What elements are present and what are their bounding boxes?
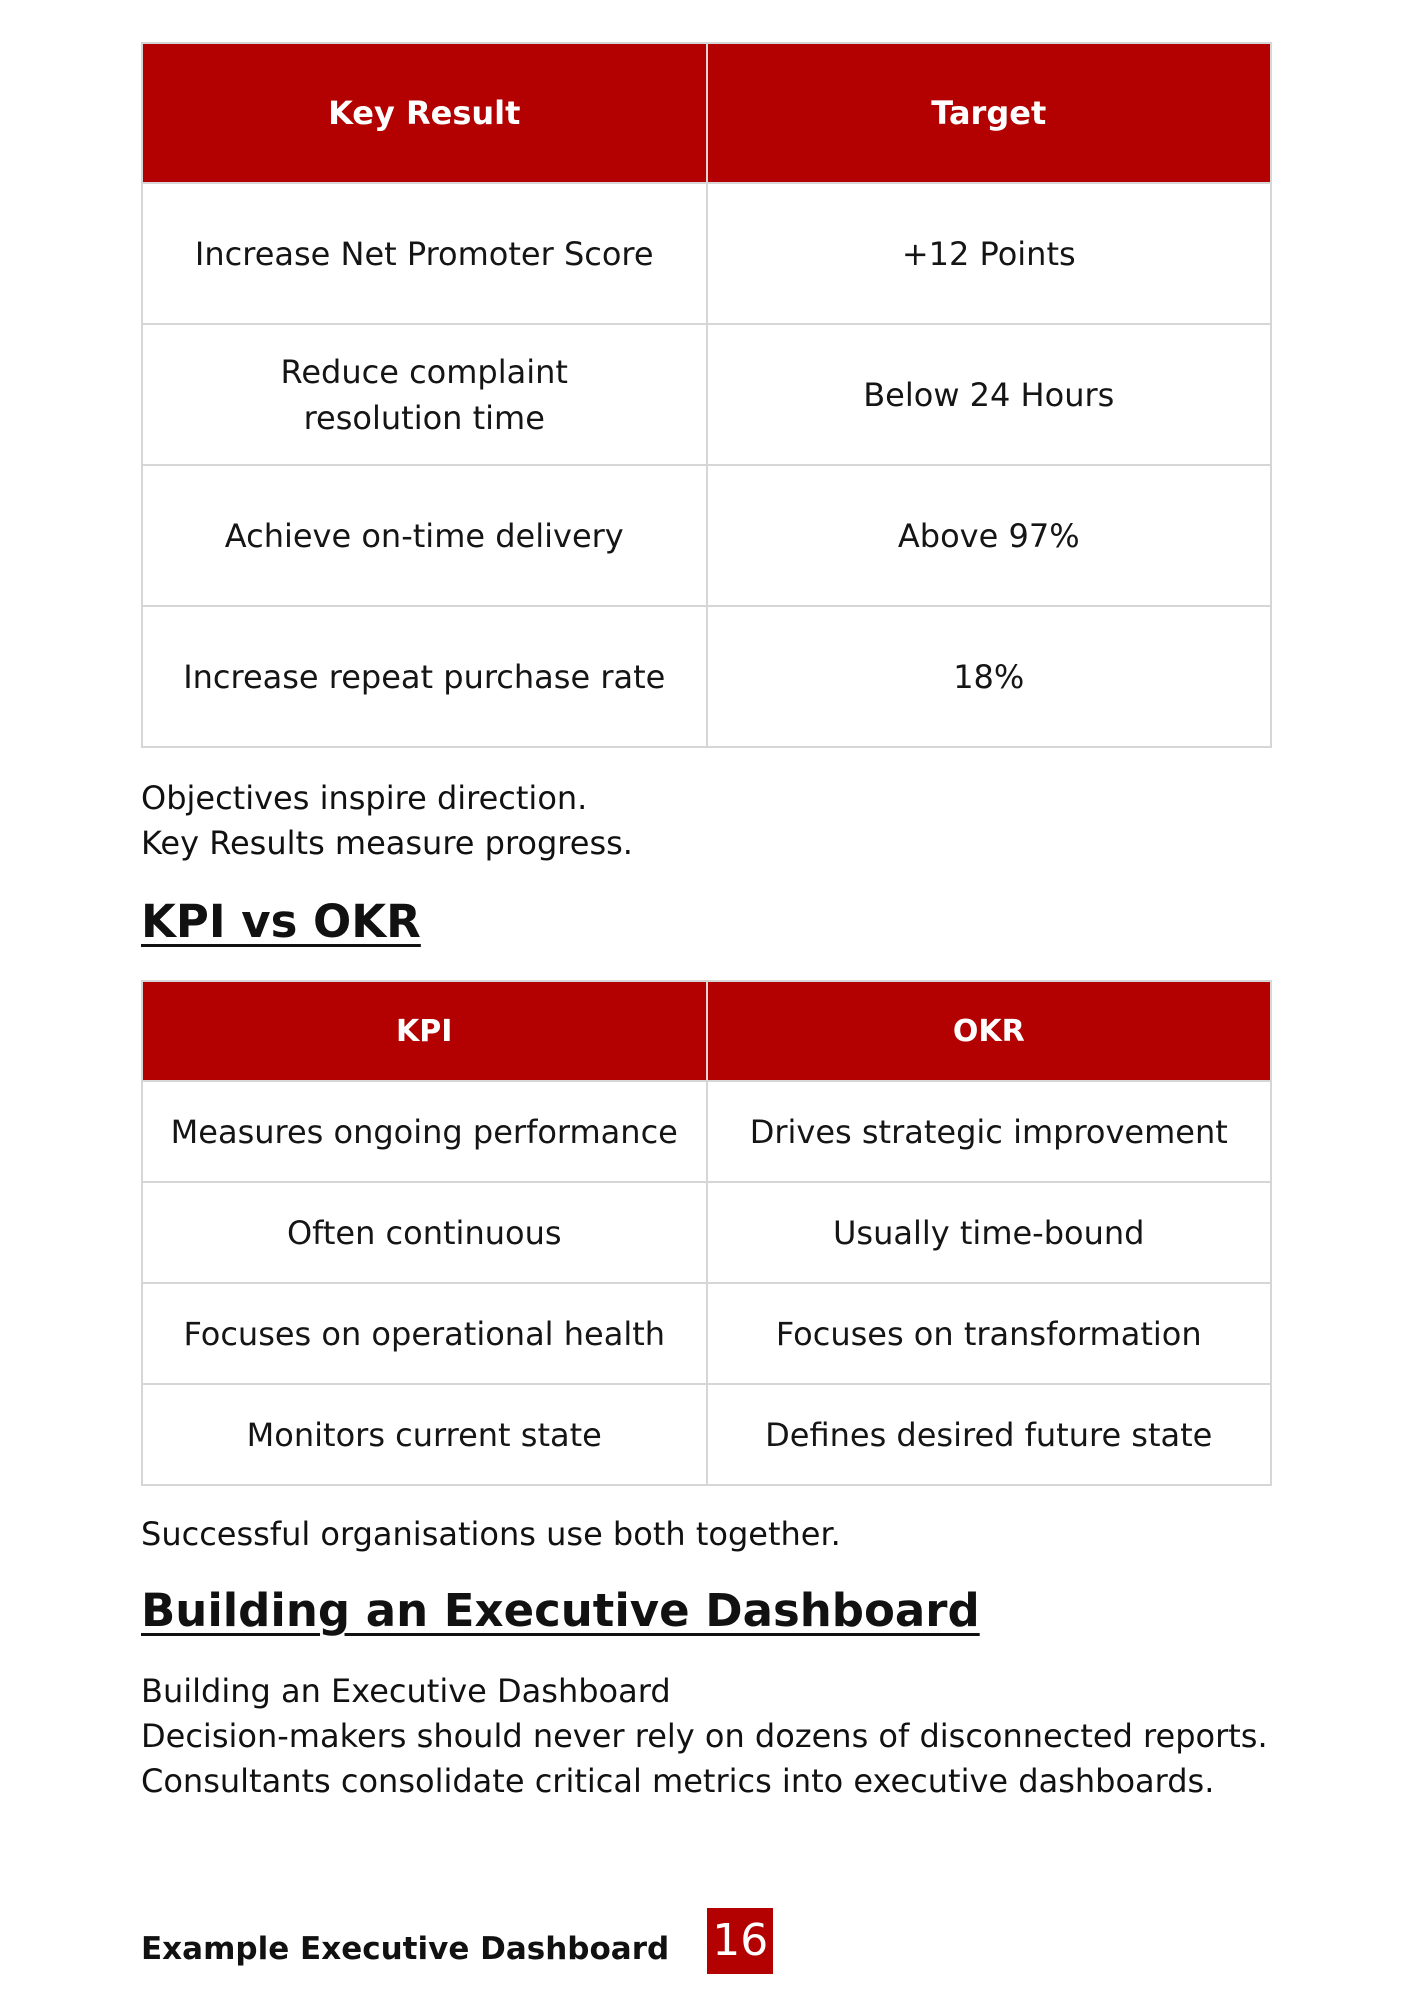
- note-line: Objectives inspire direction.: [141, 779, 588, 817]
- table-header-row: [142, 981, 1271, 1081]
- table-row: [142, 1384, 1271, 1485]
- key-result-cell: Increase Net Promoter Score: [142, 183, 707, 324]
- kpi-cell: Measures ongoing performance: [142, 1081, 707, 1182]
- header-target: Target: [707, 43, 1272, 183]
- header-key-result: Key Result: [142, 43, 707, 183]
- kpi-okr-table: [141, 980, 1272, 1486]
- target-cell: 18%: [707, 606, 1272, 747]
- okr-cell: Usually time-bound: [707, 1182, 1272, 1283]
- okr-cell: Drives strategic improvement: [707, 1081, 1272, 1182]
- note-line: Key Results measure progress.: [141, 824, 633, 862]
- section-title-executive-dashboard: Building an Executive Dashboard: [141, 1584, 980, 1637]
- kpi-cell: Monitors current state: [142, 1384, 707, 1485]
- key-result-cell: Reduce complaint resolution time: [142, 324, 707, 465]
- header-okr: OKR: [707, 981, 1272, 1081]
- target-cell: Below 24 Hours: [707, 324, 1272, 465]
- table-row: [142, 1283, 1271, 1384]
- table-row: [142, 465, 1271, 606]
- key-result-cell: Achieve on-time delivery: [142, 465, 707, 606]
- target-cell: Above 97%: [707, 465, 1272, 606]
- table-row: [142, 324, 1271, 465]
- page-number-badge: 16: [707, 1908, 773, 1974]
- table-row: [142, 1081, 1271, 1182]
- header-kpi: KPI: [142, 981, 707, 1081]
- objectives-note: [141, 776, 1272, 866]
- footer-label: Example Executive Dashboard: [141, 1931, 670, 1967]
- intro-line: Decision-makers should never rely on dozens of disconnected reports.: [141, 1717, 1268, 1755]
- okr-cell: Focuses on transformation: [707, 1283, 1272, 1384]
- intro-line: Consultants consolidate critical metrics into executive dashboards.: [141, 1762, 1215, 1800]
- table-row: [142, 183, 1271, 324]
- table-row: [142, 606, 1271, 747]
- table-row: [142, 1182, 1271, 1283]
- kpi-cell: Often continuous: [142, 1182, 707, 1283]
- kpi-cell: Focuses on operational health: [142, 1283, 707, 1384]
- target-cell: +12 Points: [707, 183, 1272, 324]
- okr-cell: Defines desired future state: [707, 1384, 1272, 1485]
- dashboard-intro: [141, 1669, 1272, 1804]
- key-results-table: [141, 42, 1272, 748]
- section-title-kpi-vs-okr: KPI vs OKR: [141, 895, 421, 948]
- table-header-row: [142, 43, 1271, 183]
- intro-line: Building an Executive Dashboard: [141, 1672, 671, 1710]
- page-content: [141, 42, 1272, 1804]
- key-result-cell: Increase repeat purchase rate: [142, 606, 707, 747]
- page-footer: [141, 1908, 773, 1974]
- summary-note: Successful organisations use both together.: [141, 1515, 841, 1553]
